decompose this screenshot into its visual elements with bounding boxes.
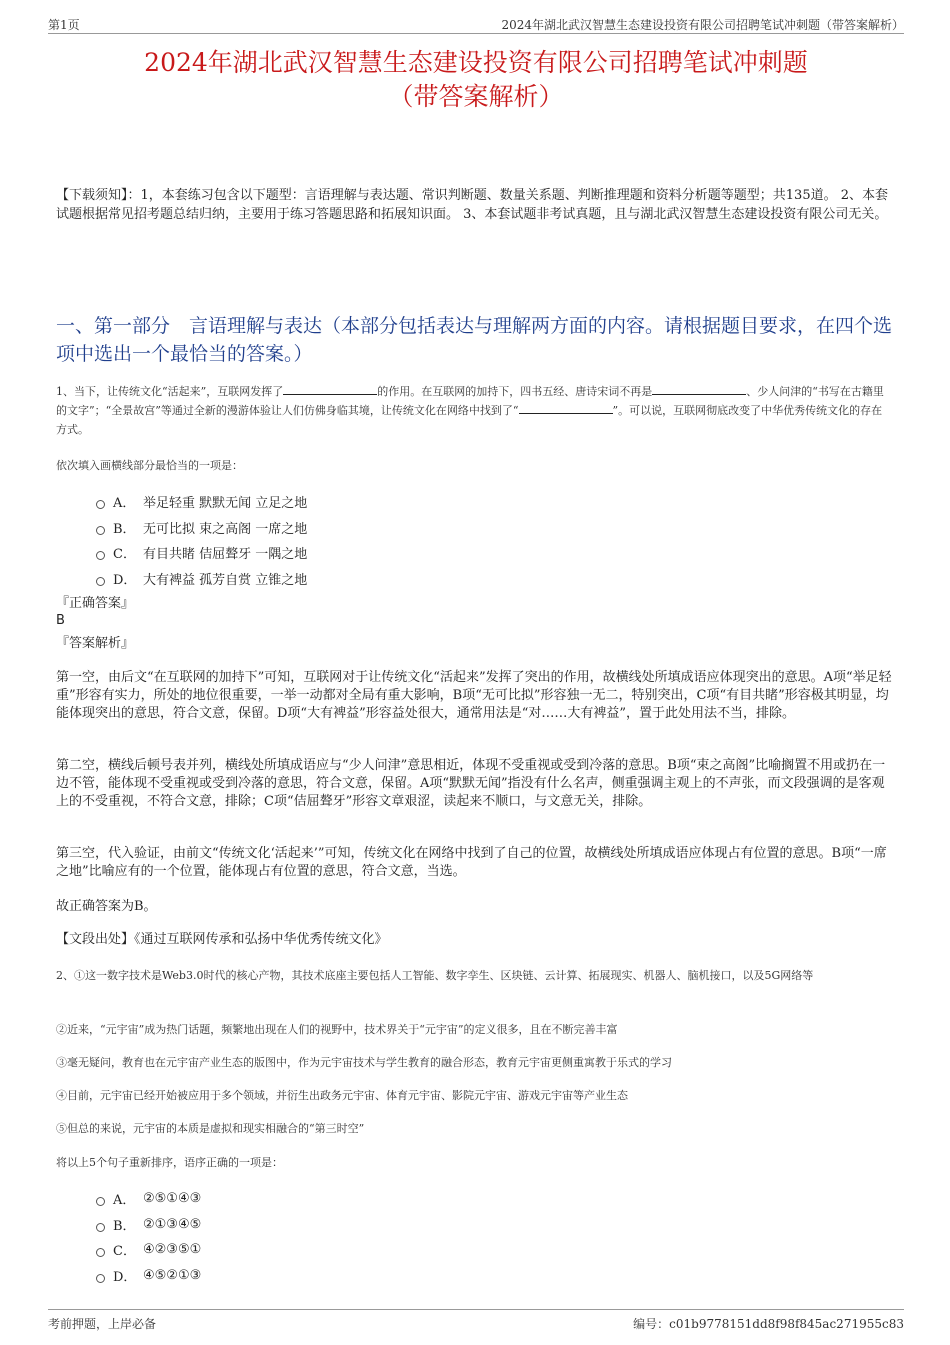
question-2-sentence-1: 2、①这一数字技术是Web3.0时代的核心产物，其技术底座主要包括人工智能、数字孪生、区块链、云计算、拓展现实、机器人、脑机接口，以及5G网络等 xyxy=(56,969,814,982)
answer-label: 『正确答案』 xyxy=(56,596,135,611)
question-2-options xyxy=(96,1186,596,1288)
blank-2 xyxy=(652,383,746,395)
question-1-options xyxy=(96,489,596,591)
page-footer xyxy=(48,1309,904,1333)
analysis-conclusion: 故正确答案为B。 xyxy=(56,899,157,914)
radio-icon[interactable] xyxy=(96,551,105,560)
radio-icon[interactable] xyxy=(96,1223,105,1232)
analysis-paragraph-3: 第三空，代入验证，由前文“传统文化‘活起来’”可知，传统文化在网络中找到了自己的位置，故横线处所填成语应体现占有位置的意思。B项“一席之地”比喻应有的一个位置，能体现占有位置的意思，符合文意，当选。 xyxy=(56,846,887,879)
radio-icon[interactable] xyxy=(96,526,105,535)
question-2-sentence-3: ③毫无疑问，教育也在元宇宙产业生态的版图中，作为元宇宙技术与学生教育的融合形态，教育元宇宙更侧重寓教于乐式的学习 xyxy=(56,1056,672,1069)
option-a[interactable]: A． 举足轻重 默默无闻 立足之地 xyxy=(96,489,596,515)
option-a[interactable]: A． ②⑤①④③ xyxy=(96,1186,596,1212)
download-notice: 【下载须知】：1，本套练习包含以下题型：言语理解与表达题、常识判断题、数量关系题、判断推理题和资料分析题等题型；共135道。 2、本套试题根据常见招考题总结归纳，主要用于练习答题思路和拓展知识面。 3、本套试题非考试真题，且与湖北武汉智慧生态建设投资有限公司无关。 xyxy=(56,188,888,222)
analysis-paragraph-1: 第一空，由后文“在互联网的加持下”可知，互联网对于让传统文化“活起来”发挥了突出的作用，故横线处所填成语应体现突出的意思。A项“举足轻重”形容有实力，所处的地位很重要，一举一动都对全局有重大影响，B项“无可比拟”形容独一无二，特别突出，C项“有目共睹”形容极其明显，均能体现突出的意思，符合文意，保留。D项“大有裨益”形容益处很大，通常用法是“对……大有裨益”，置于此处用法不当，排除。 xyxy=(56,670,892,721)
blank-3 xyxy=(519,402,613,414)
analysis-paragraph-2: 第二空，横线后顿号表并列，横线处所填成语应与“少人问津”意思相近，体现不受重视或受到冷落的意思。B项“束之高阁”比喻搁置不用或扔在一边不管，能体现不受重视或受到冷落的意思，符合文意，保留。A项“默默无闻”指没有什么名声，侧重强调主观上的不声张，而文段强调的是客观上的不受重视，不符合文意，排除；C项“佶屈聱牙”形容文章艰涩，读起来不顺口，与文意无关，排除。 xyxy=(56,758,886,809)
blank-1 xyxy=(283,383,377,395)
page-header xyxy=(48,14,904,34)
footer-serial: 编号：c01b9778151dd8f98f845ac271955c83 xyxy=(633,1317,904,1331)
radio-icon[interactable] xyxy=(96,1197,105,1206)
source-citation: 【文段出处】《通过互联网传承和弘扬中华优秀传统文化》 xyxy=(56,932,388,947)
title-line-2: （带答案解析） xyxy=(388,82,564,111)
question-2-prompt: 将以上5个句子重新排序，语序正确的一项是： xyxy=(56,1156,283,1169)
option-d[interactable]: D． 大有裨益 孤芳自赏 立锥之地 xyxy=(96,566,596,592)
option-b[interactable]: B． 无可比拟 束之高阁 一席之地 xyxy=(96,515,596,541)
analysis-label: 『答案解析』 xyxy=(56,636,135,651)
question-2-sentence-2: ②近来，“元宇宙”成为热门话题，频繁地出现在人们的视野中，技术界关于“元宇宙”的定义很多，且在不断完善丰富 xyxy=(56,1023,618,1036)
radio-icon[interactable] xyxy=(96,1248,105,1257)
question-1-stem: 1、当下，让传统文化“活起来”，互联网发挥了 的作用。在互联网的加持下，四书五经、唐诗宋词不再是 、少人问津的“书写在古籍里的文字”；“全景故宫”等通过全新的漫游体验让人们仿佛身临其境，让传统文化在网络中找到了“ ”。可以说，互联网彻底改变了中华优秀传统文化的存在方式。 xyxy=(56,385,884,436)
header-doc-title: 2024年湖北武汉智慧生态建设投资有限公司招聘笔试冲刺题（带答案解析） xyxy=(501,18,904,32)
option-b[interactable]: B． ②①③④⑤ xyxy=(96,1212,596,1238)
answer-value: B xyxy=(56,613,65,628)
question-2-sentence-4: ④目前，元宇宙已经开始被应用于多个领域，并衍生出政务元宇宙、体育元宇宙、影院元宇宙、游戏元宇宙等产业生态 xyxy=(56,1089,628,1102)
footer-slogan: 考前押题，上岸必备 xyxy=(48,1317,157,1331)
radio-icon[interactable] xyxy=(96,1274,105,1283)
question-2-sentence-5: ⑤但总的来说，元宇宙的本质是虚拟和现实相融合的“第三时空” xyxy=(56,1122,365,1135)
option-d[interactable]: D． ④⑤②①③ xyxy=(96,1263,596,1289)
radio-icon[interactable] xyxy=(96,577,105,586)
radio-icon[interactable] xyxy=(96,500,105,509)
title-line-1: 2024年湖北武汉智慧生态建设投资有限公司招聘笔试冲刺题 xyxy=(144,48,808,77)
page-number: 第1页 xyxy=(48,18,80,32)
section-heading: 一、第一部分 言语理解与表达（本部分包括表达与理解两方面的内容。请根据题目要求，在四个选项中选出一个最恰当的答案。） xyxy=(56,315,893,365)
option-c[interactable]: C． 有目共睹 佶屈聱牙 一隅之地 xyxy=(96,540,596,566)
question-1-prompt: 依次填入画横线部分最恰当的一项是： xyxy=(56,459,243,472)
document-title xyxy=(48,46,904,114)
option-c[interactable]: C． ④②③⑤① xyxy=(96,1237,596,1263)
